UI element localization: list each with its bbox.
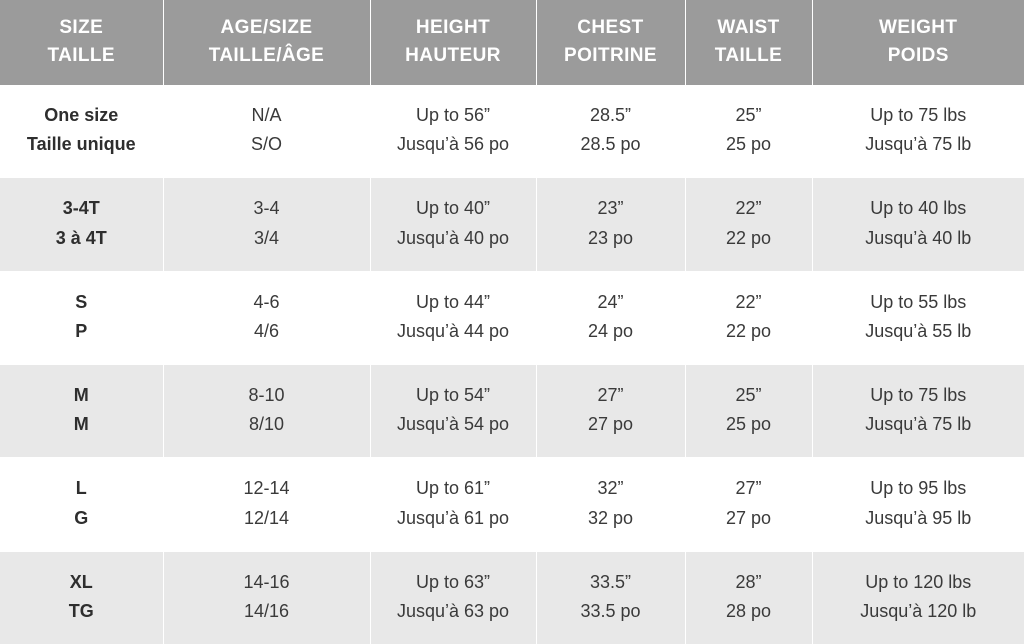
cell-weight-fr: Jusqu’à 55 lb xyxy=(865,320,972,341)
cell-weight xyxy=(812,551,1024,644)
cell-weight-en: Up to 75 lbs xyxy=(870,385,967,406)
cell-size-en: XL xyxy=(69,571,93,592)
table-row xyxy=(0,458,1024,551)
cell-height xyxy=(370,551,536,644)
cell-chest-en: 33.5” xyxy=(589,571,632,592)
cell-height-en: Up to 54” xyxy=(415,385,491,406)
cell-size xyxy=(0,365,163,458)
cell-age-en: 8-10 xyxy=(248,385,285,406)
cell-height-en: Up to 63” xyxy=(415,571,491,592)
cell-weight xyxy=(812,458,1024,551)
cell-height-en: Up to 40” xyxy=(415,198,491,219)
cell-weight xyxy=(812,178,1024,271)
cell-chest-fr: 23 po xyxy=(587,227,634,248)
cell-waist xyxy=(685,85,812,178)
cell-age xyxy=(163,271,370,364)
cell-height-en: Up to 56” xyxy=(415,105,491,126)
cell-age-en: 3-4 xyxy=(253,198,280,219)
cell-waist xyxy=(685,271,812,364)
cell-size xyxy=(0,551,163,644)
column-header-height-en: HEIGHT xyxy=(415,17,491,38)
cell-chest-en: 24” xyxy=(597,291,624,312)
cell-age-fr: 3/4 xyxy=(253,227,280,248)
column-header-age-size-en: AGE/SIZE xyxy=(220,17,313,38)
column-header-chest-en: CHEST xyxy=(577,17,644,38)
cell-waist-fr: 22 po xyxy=(725,320,772,341)
cell-weight-en: Up to 75 lbs xyxy=(870,105,967,126)
cell-height xyxy=(370,365,536,458)
cell-waist-fr: 27 po xyxy=(725,507,772,528)
cell-size-fr: TG xyxy=(68,600,94,621)
cell-size xyxy=(0,85,163,178)
cell-chest-en: 28.5” xyxy=(589,105,632,126)
table-body xyxy=(0,85,1024,644)
cell-size xyxy=(0,271,163,364)
cell-weight-fr: Jusqu’à 75 lb xyxy=(865,414,972,435)
cell-weight-en: Up to 40 lbs xyxy=(870,198,967,219)
cell-height-fr: Jusqu’à 40 po xyxy=(396,227,510,248)
cell-size-fr: Taille unique xyxy=(26,134,136,155)
cell-age-en: 4-6 xyxy=(253,291,280,312)
cell-waist-en: 28” xyxy=(735,571,762,592)
column-header-height xyxy=(370,0,536,85)
cell-weight-en: Up to 120 lbs xyxy=(865,571,972,592)
column-header-weight-en: WEIGHT xyxy=(879,17,958,38)
cell-age xyxy=(163,365,370,458)
cell-size-fr: 3 à 4T xyxy=(55,227,107,248)
cell-age-en: 14-16 xyxy=(243,571,290,592)
cell-chest-fr: 32 po xyxy=(587,507,634,528)
cell-chest-fr: 27 po xyxy=(587,414,634,435)
cell-size-en: L xyxy=(75,478,87,499)
cell-waist xyxy=(685,178,812,271)
column-header-weight-fr: POIDS xyxy=(887,44,949,66)
cell-waist-en: 22” xyxy=(735,198,762,219)
cell-chest xyxy=(536,365,685,458)
cell-waist-en: 25” xyxy=(735,105,762,126)
cell-height-en: Up to 61” xyxy=(415,478,491,499)
cell-chest xyxy=(536,178,685,271)
cell-age xyxy=(163,551,370,644)
cell-size-fr: P xyxy=(75,320,88,341)
cell-chest-en: 32” xyxy=(597,478,624,499)
cell-chest xyxy=(536,85,685,178)
cell-chest xyxy=(536,271,685,364)
cell-chest-fr: 28.5 po xyxy=(580,134,641,155)
column-header-waist xyxy=(685,0,812,85)
cell-age-fr: 14/16 xyxy=(243,600,290,621)
column-header-size xyxy=(0,0,163,85)
cell-weight xyxy=(812,85,1024,178)
column-header-age-size xyxy=(163,0,370,85)
cell-weight-fr: Jusqu’à 40 lb xyxy=(865,227,972,248)
cell-waist xyxy=(685,365,812,458)
cell-height-fr: Jusqu’à 63 po xyxy=(396,600,510,621)
table-header-row xyxy=(0,0,1024,85)
cell-height xyxy=(370,85,536,178)
table-row xyxy=(0,178,1024,271)
column-header-size-en: SIZE xyxy=(59,17,104,38)
cell-weight-en: Up to 55 lbs xyxy=(870,291,967,312)
cell-waist xyxy=(685,458,812,551)
cell-age-fr: S/O xyxy=(250,134,282,155)
cell-waist-fr: 22 po xyxy=(725,227,772,248)
cell-height-fr: Jusqu’à 56 po xyxy=(396,134,510,155)
column-header-age-size-fr: TAILLE/ÂGE xyxy=(208,44,325,66)
cell-size-en: S xyxy=(75,291,88,312)
cell-waist-fr: 28 po xyxy=(725,600,772,621)
column-header-chest-fr: POITRINE xyxy=(564,44,657,66)
column-header-size-fr: TAILLE xyxy=(47,44,115,66)
column-header-waist-en: WAIST xyxy=(717,17,780,38)
cell-height-fr: Jusqu’à 61 po xyxy=(396,507,510,528)
column-header-height-fr: HAUTEUR xyxy=(405,44,501,66)
cell-age-fr: 8/10 xyxy=(248,414,285,435)
column-header-waist-fr: TAILLE xyxy=(714,44,783,66)
cell-height-fr: Jusqu’à 54 po xyxy=(396,414,510,435)
cell-waist-fr: 25 po xyxy=(725,414,772,435)
cell-chest-fr: 24 po xyxy=(587,320,634,341)
cell-waist-fr: 25 po xyxy=(725,134,772,155)
column-header-chest xyxy=(536,0,685,85)
table-row xyxy=(0,85,1024,178)
cell-waist-en: 27” xyxy=(735,478,762,499)
table-row xyxy=(0,365,1024,458)
cell-weight-en: Up to 95 lbs xyxy=(870,478,967,499)
column-header-weight xyxy=(812,0,1024,85)
cell-chest-en: 23” xyxy=(597,198,624,219)
cell-waist-en: 22” xyxy=(735,291,762,312)
table-row xyxy=(0,271,1024,364)
cell-height-en: Up to 44” xyxy=(415,291,491,312)
cell-chest xyxy=(536,551,685,644)
cell-waist-en: 25” xyxy=(735,385,762,406)
cell-age xyxy=(163,178,370,271)
table-row xyxy=(0,551,1024,644)
cell-weight-fr: Jusqu’à 95 lb xyxy=(865,507,972,528)
cell-height-fr: Jusqu’à 44 po xyxy=(396,320,510,341)
cell-height xyxy=(370,271,536,364)
cell-weight xyxy=(812,365,1024,458)
cell-chest xyxy=(536,458,685,551)
cell-size-en: M xyxy=(73,385,89,406)
cell-height xyxy=(370,178,536,271)
cell-weight-fr: Jusqu’à 75 lb xyxy=(865,134,972,155)
cell-size xyxy=(0,458,163,551)
cell-size-en: One size xyxy=(44,105,119,126)
cell-age xyxy=(163,85,370,178)
cell-size-fr: M xyxy=(73,414,89,435)
cell-weight-fr: Jusqu’à 120 lb xyxy=(860,600,977,621)
cell-chest-en: 27” xyxy=(597,385,624,406)
cell-size xyxy=(0,178,163,271)
cell-age-fr: 12/14 xyxy=(243,507,290,528)
cell-height xyxy=(370,458,536,551)
cell-age xyxy=(163,458,370,551)
cell-size-en: 3-4T xyxy=(62,198,100,219)
table-header xyxy=(0,0,1024,85)
cell-weight xyxy=(812,271,1024,364)
cell-age-en: 12-14 xyxy=(243,478,290,499)
cell-size-fr: G xyxy=(74,507,89,528)
cell-waist xyxy=(685,551,812,644)
cell-chest-fr: 33.5 po xyxy=(580,600,641,621)
cell-age-fr: 4/6 xyxy=(253,320,280,341)
cell-age-en: N/A xyxy=(251,105,282,126)
